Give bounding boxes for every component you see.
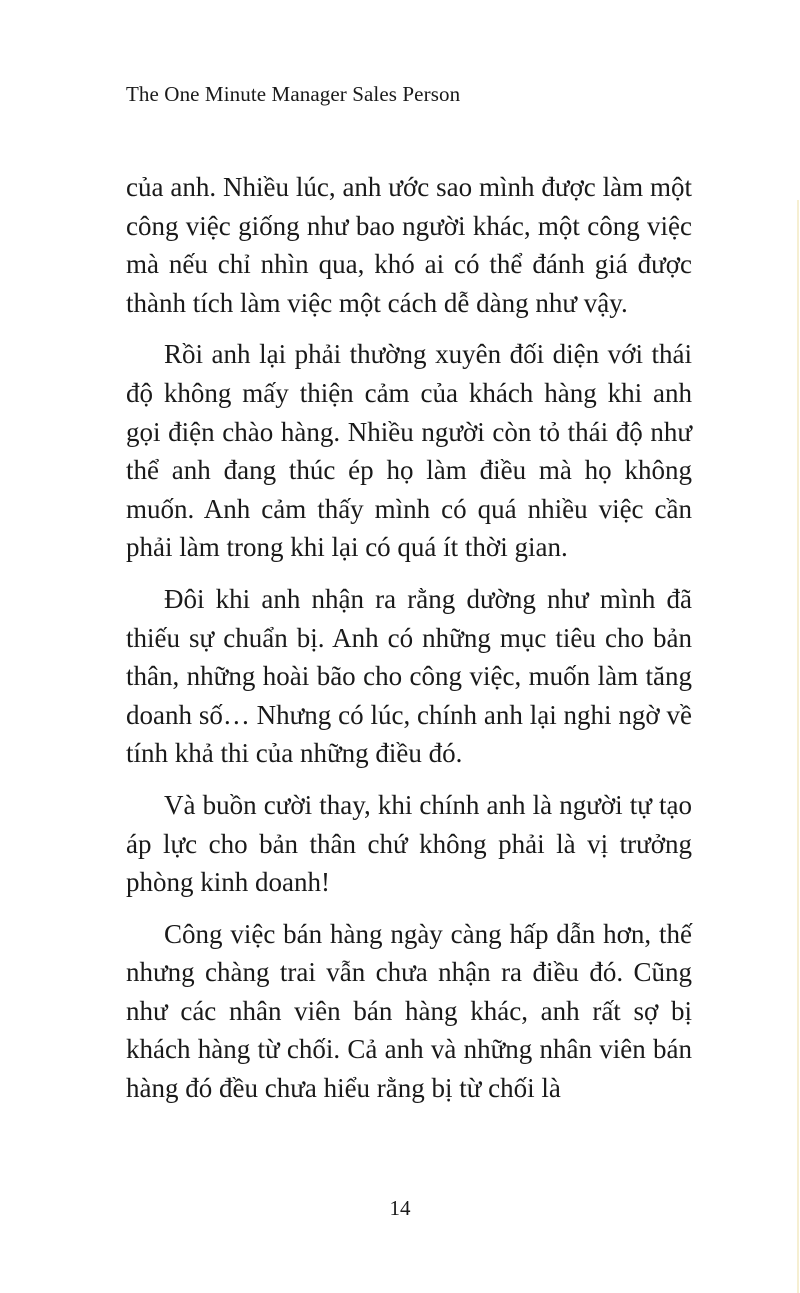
- paragraph-1: của anh. Nhiều lúc, anh ước sao mình được làm một công việc giống như bao người khác, một công việc mà nếu chỉ nhìn qua, khó ai có thể đánh giá được thành tích làm việc một cách dễ dàng như vậy.: [126, 172, 692, 318]
- running-head: The One Minute Manager Sales Person: [126, 82, 461, 106]
- paragraph-4: Và buồn cười thay, khi chính anh là người tự tạo áp lực cho bản thân chứ không phải là vị trưởng phòng kinh doanh!: [126, 789, 692, 898]
- paragraph-5: Công việc bán hàng ngày càng hấp dẫn hơn, thế nhưng chàng trai vẫn chưa nhận ra điều đó. Cũng như các nhân viên bán hàng khác, anh rất sợ bị khách hàng từ chối. Cả anh và những nhân viên bán hàng đó đều chưa hiểu rằng bị từ chối là: [126, 918, 692, 1104]
- paragraph-3: Đôi khi anh nhận ra rằng dường như mình đã thiếu sự chuẩn bị. Anh có những mục tiêu cho bản thân, những hoài bão cho công việc, muốn làm tăng doanh số… Nhưng có lúc, chính anh lại nghi ngờ về tính khả thi của những điều đó.: [126, 583, 692, 769]
- body-text: [126, 168, 692, 1121]
- page-number: 14: [389, 1196, 411, 1220]
- paragraph-2: Rồi anh lại phải thường xuyên đối diện với thái độ không mấy thiện cảm của khách hàng khi anh gọi điện chào hàng. Nhiều người còn tỏ thái độ như thể anh đang thúc ép họ làm điều mà họ không muốn. Anh cảm thấy mình có quá nhiều việc cần phải làm trong khi lại có quá ít thời gian.: [126, 339, 692, 563]
- page-edge-line: [797, 200, 799, 1293]
